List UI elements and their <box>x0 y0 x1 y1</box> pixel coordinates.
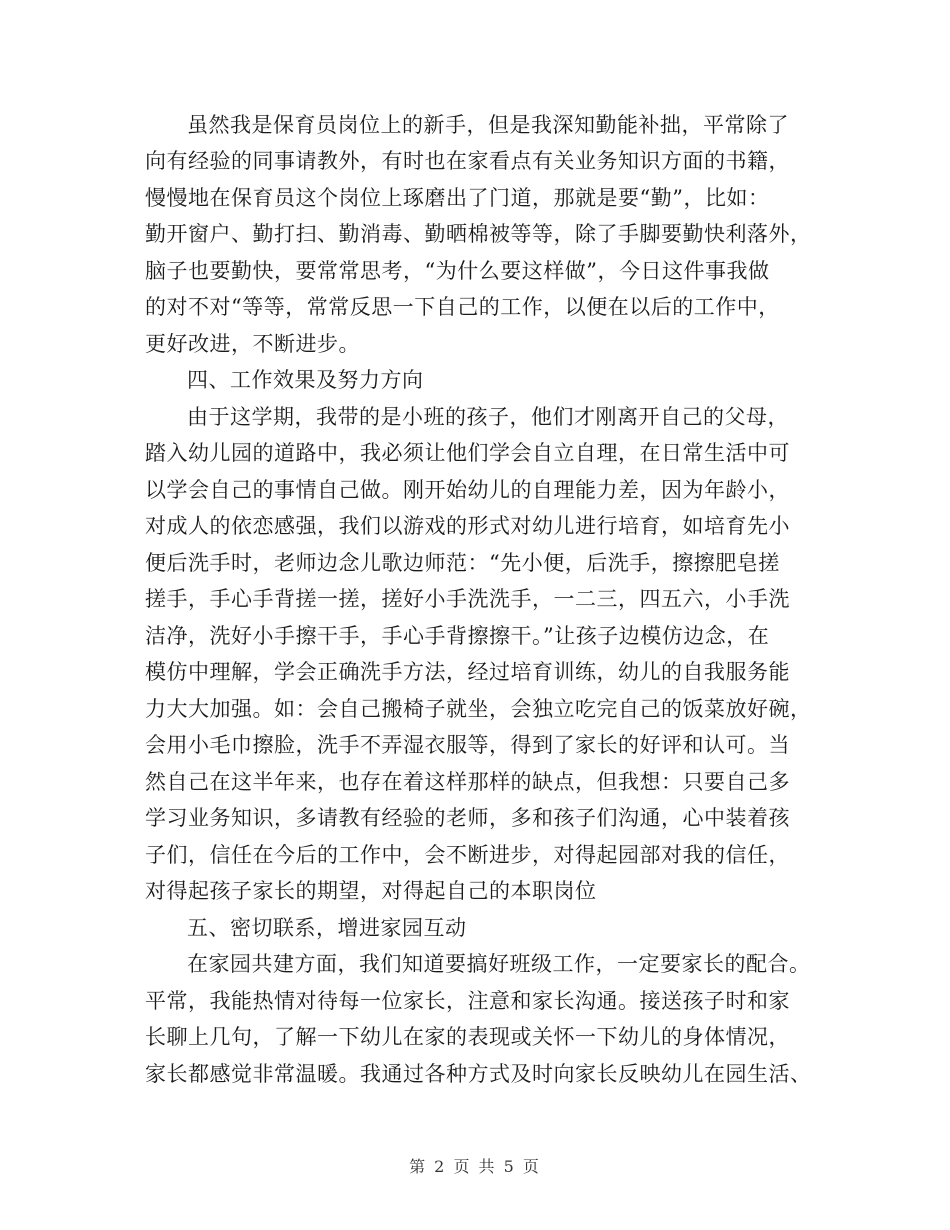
text-line: 在家园共建方面，我们知道要搞好班级工作，一定要家长的配合。 <box>187 952 811 976</box>
text-line: 家长都感觉非常温暖。我通过各种方式及时向家长反映幼儿在园生活、 <box>145 1062 812 1086</box>
text-line: 洁净，洗好小手擦干手，手心手背擦擦干。”让孩子边模仿边念，在 <box>145 624 770 648</box>
text-line: 平常，我能热情对待每一位家长，注意和家长沟通。接送孩子时和家 <box>145 989 790 1013</box>
section-heading: 四、工作效果及努力方向 <box>187 368 424 392</box>
text-line: 虽然我是保育员岗位上的新手，但是我深知勤能补拙，平常除了 <box>187 113 789 137</box>
text-line: 会用小毛巾擦脸，洗手不弄湿衣服等，得到了家长的好评和认可。当 <box>145 733 790 757</box>
text-line: 踏入幼儿园的道路中，我必须让他们学会自立自理，在日常生活中可 <box>145 441 790 465</box>
text-line: 勤开窗户、勤打扫、勤消毒、勤晒棉被等等，除了手脚要勤快利落外， <box>145 222 812 246</box>
text-line: 便后洗手时，老师边念儿歌边师范：“先小便，后洗手，擦擦肥皂搓 <box>145 551 780 575</box>
text-line: 长聊上几句，了解一下幼儿在家的表现或关怀一下幼儿的身体情况， <box>145 1025 790 1049</box>
text-line: 对成人的依恋感强，我们以游戏的形式对幼儿进行培育，如培育先小 <box>145 514 790 538</box>
page-number-footer: 第 2 页 共 5 页 <box>409 1157 541 1176</box>
text-line: 慢慢地在保育员这个岗位上琢磨出了门道，那就是要“勤”，比如： <box>145 186 770 210</box>
text-line: 对得起孩子家长的期望，对得起自己的本职岗位 <box>145 879 597 903</box>
text-line: 更好改进，不断进步。 <box>145 332 360 356</box>
text-line: 的对不对“等等，常常反思一下自己的工作，以便在以后的工作中， <box>145 295 780 319</box>
text-line: 子们，信任在今后的工作中，会不断进步，对得起园部对我的信任， <box>145 843 790 867</box>
text-line: 力大大加强。如：会自己搬椅子就坐，会独立吃完自己的饭菜放好碗， <box>145 697 812 721</box>
text-line: 模仿中理解，学会正确洗手方法，经过培育训练，幼儿的自我服务能 <box>145 660 790 684</box>
text-line: 脑子也要勤快，要常常思考，“为什么要这样做”，今日这件事我做 <box>145 259 770 283</box>
text-line: 搓手，手心手背搓一搓，搓好小手洗洗手，一二三，四五六，小手洗 <box>145 587 790 611</box>
text-line: 由于这学期，我带的是小班的孩子，他们才刚离开自己的父母， <box>187 405 789 429</box>
section-heading: 五、密切联系，增进家园互动 <box>187 916 467 940</box>
text-line: 向有经验的同事请教外，有时也在家看点有关业务知识方面的书籍， <box>145 149 790 173</box>
text-line: 然自己在这半年来，也存在着这样那样的缺点，但我想：只要自己多 <box>145 770 790 794</box>
text-line: 以学会自己的事情自己做。刚开始幼儿的自理能力差，因为年龄小， <box>145 478 790 502</box>
text-line: 学习业务知识，多请教有经验的老师，多和孩子们沟通，心中装着孩 <box>145 806 790 830</box>
